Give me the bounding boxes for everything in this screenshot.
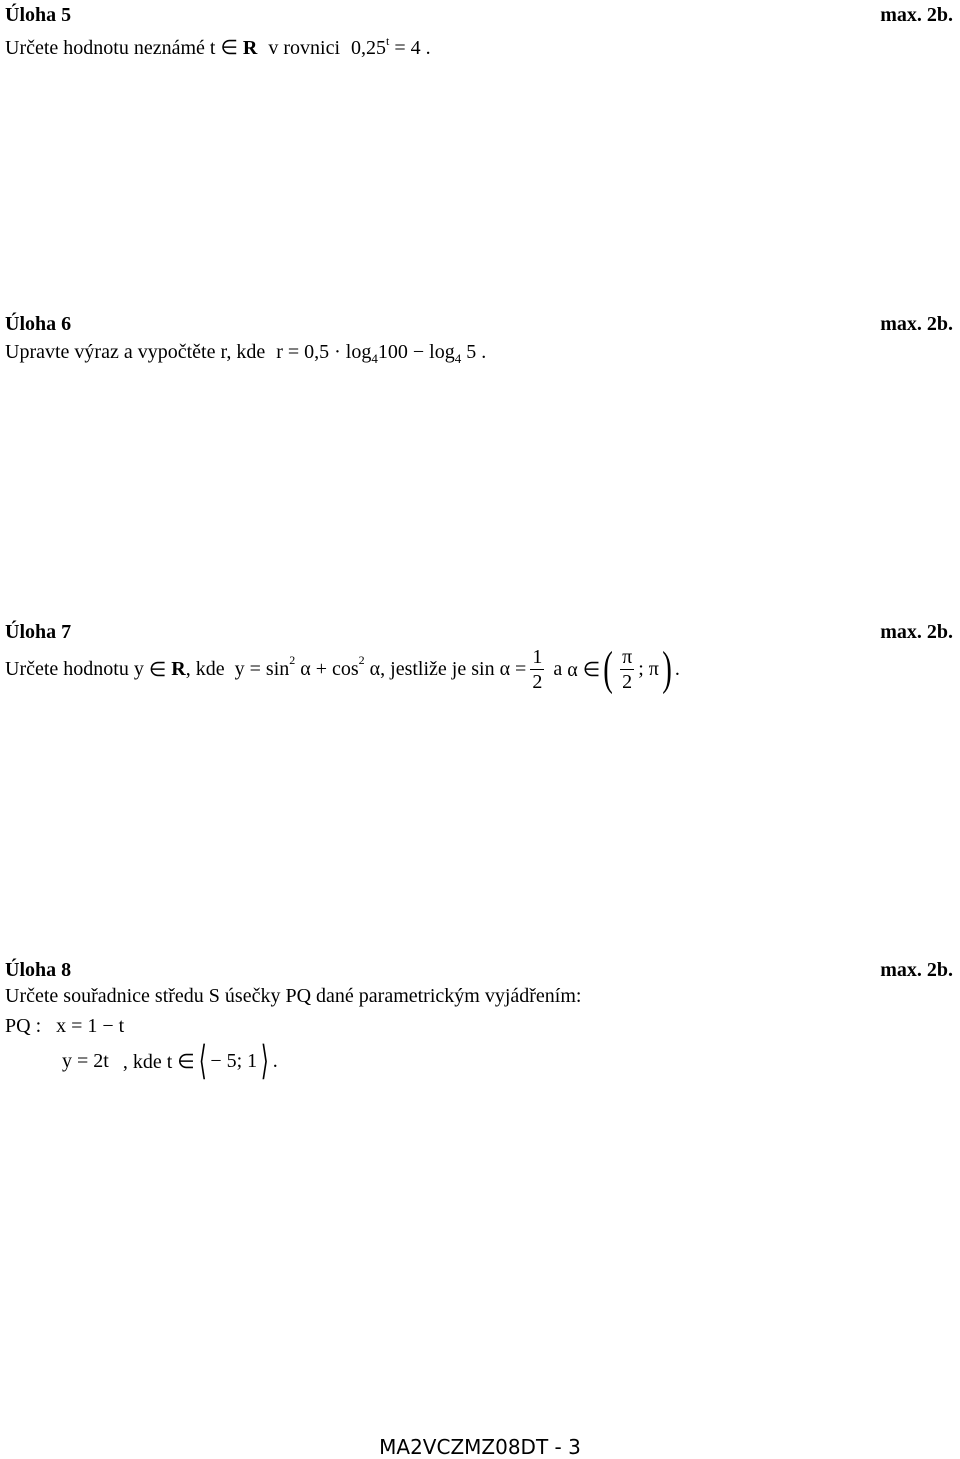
task6-var: r [220,341,227,363]
task7-frac2-num: π [622,645,633,668]
task6-mid: , kde [226,341,266,363]
page-footer: MA2VCZMZ08DT - 3 [379,1435,581,1459]
task5-mid: v rovnici [268,37,341,59]
task7-frac1 [530,645,544,694]
task6-expr-end: 5 . [466,341,487,363]
task6-expr-mid: 100 − log [377,341,455,363]
task5-prefix: Určete hodnotu neznámé [5,37,205,59]
task8-eq-x: x = 1 − t [56,1015,125,1037]
task7-in: ∈ [148,658,167,681]
task8-line2 [5,1015,124,1038]
task7-interval-end: ; π [638,657,659,680]
task8-title: Úloha 8 [5,959,72,981]
task8-points: max. 2b. [880,959,953,981]
task6-text [5,341,486,364]
task7-expr-d: sin α = [471,657,527,680]
task7-sq2: 2 [358,652,365,667]
task8-line1: Určete souřadnice středu S úsečky PQ dané parametrickým vyjádřením: [5,985,582,1007]
task5-exponent: t [386,34,390,48]
task7-expr-e: α ∈ [567,658,601,681]
task7-paren-close: ) [662,642,672,695]
task6-sub1: 4 [371,351,378,366]
task7-var: y [133,657,144,680]
task7-frac2 [620,645,634,694]
task6-sub2: 4 [454,351,462,366]
task5-equals: = 4 . [394,37,431,59]
task7-points: max. 2b. [880,621,953,643]
task8-label: PQ : [5,1015,42,1037]
task5-in: ∈ [220,37,238,59]
task7-frac2-den: 2 [622,670,633,693]
task7-and: a [553,657,563,680]
task7-set: R [171,657,186,680]
task6-title: Úloha 6 [5,313,72,335]
task5-points: max. 2b. [880,4,953,26]
task8-angle-open: ⟨ [198,1038,207,1083]
task7-expr-b: α + cos [300,657,359,680]
task6-points: max. 2b. [880,313,953,335]
task5-title: Úloha 5 [5,4,72,26]
task7-prefix: Určete hodnotu [5,657,129,680]
task8-mid: , kde t ∈ [122,1050,195,1073]
task5-set: R [242,37,258,59]
task8-end: . [272,1049,278,1072]
task7-period: . [674,657,680,680]
task7-frac1-num: 1 [532,645,543,668]
task8-eq-y: y = 2t [62,1049,109,1072]
task7-sq1: 2 [289,652,296,667]
task6-expr-start: r = 0,5 · log [276,341,372,363]
task6-prefix: Upravte výraz a vypočtěte [5,341,216,363]
task8-interval: − 5; 1 [210,1049,258,1072]
task8-angle-close: ⟩ [261,1038,269,1083]
task8-line3 [62,1038,278,1083]
task5-text [5,35,431,60]
task7-mid: , kde [185,657,225,680]
task5-var: t [209,37,216,59]
task7-text [5,644,680,694]
task7-frac1-den: 2 [532,670,543,693]
task5-base: 0,25 [351,37,387,59]
task7-paren-open: ( [603,642,613,695]
task7-expr-a: y = sin [234,657,290,680]
task7-title: Úloha 7 [5,621,72,643]
task7-expr-c: α, jestliže je [369,657,467,680]
